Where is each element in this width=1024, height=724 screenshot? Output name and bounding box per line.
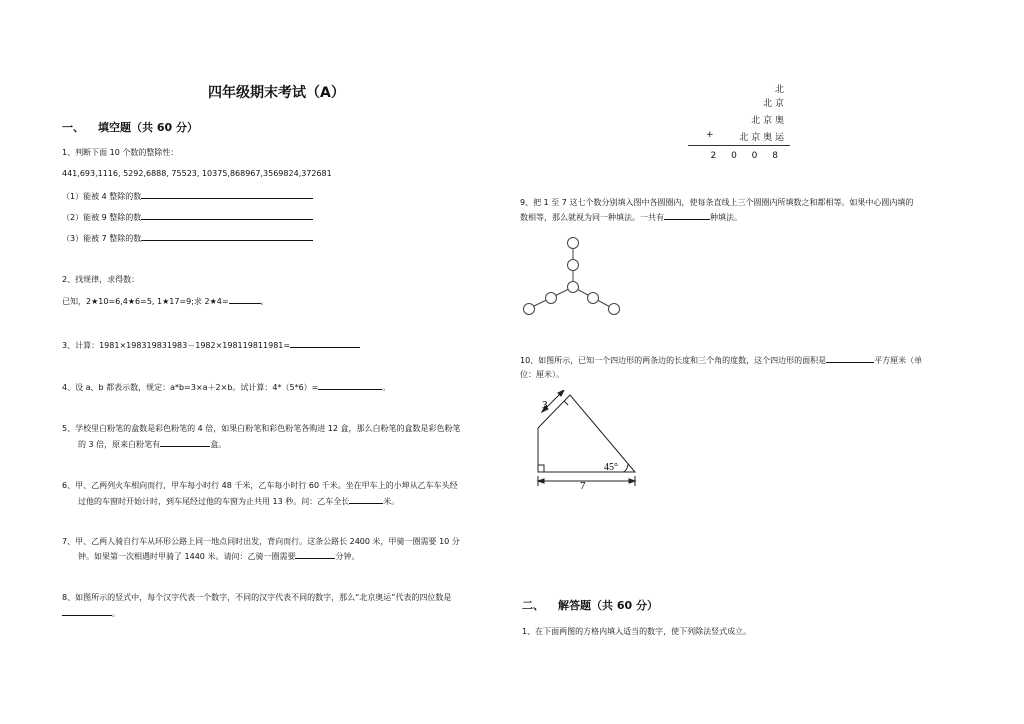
q1-option-2 (62, 211, 313, 223)
q5-line2-end: 盒。 (210, 440, 227, 449)
q6-line2-text: 过他的车窗时开始计时，到车尾经过他的车窗为止共用 13 秒。问：乙车全长 (78, 497, 350, 506)
q9-line2-end: 种填法。 (710, 213, 742, 222)
q8-line1: 8、如图所示的竖式中，每个汉字代表一个数字，不同的汉字代表不同的数字，那么“北京奥运”代表的四位数是 (62, 593, 452, 602)
section1-heading: 填空题（共 60 分） (98, 121, 198, 134)
circle-figure (515, 233, 625, 318)
section1-number: 一、 (62, 121, 84, 134)
q10-line1-text: 10、如图所示，已知一个四边形的两条边的长度和三个角的度数，这个四边形的面积是 (520, 356, 827, 365)
answer-blank[interactable] (290, 339, 360, 348)
answer-blank[interactable] (141, 211, 313, 220)
q1-option-3-label: （3）能被 7 整除的数 (62, 234, 142, 243)
q1-stem: 1、判断下面 10 个数的整除性： (62, 148, 179, 157)
q9-line1: 9、把 1 至 7 这七个数分别填入图中各圆圈内，使每条直线上三个圆圈内所填数之和都相等。如果中心圆内填的 (520, 198, 914, 207)
vertical-sum (680, 80, 790, 165)
q7-line2 (78, 550, 359, 562)
q5-line2 (78, 438, 226, 450)
q3-text: 3、计算：1981×198319831983－1982×198119811981= (62, 341, 291, 350)
q10-line1-end: 平方厘米（单 (874, 356, 923, 365)
q6-line1: 6、甲、乙两列火车相向而行，甲车每小时行 48 千米，乙车每小时行 60 千米。坐在甲车上的小坤从乙车车头经 (62, 481, 458, 490)
q1-option-1 (62, 190, 313, 202)
circle-right-2 (609, 304, 620, 315)
quadrilateral-figure (520, 390, 650, 495)
sum-row-4: 北 京 奥 运 (739, 133, 784, 143)
q5-line1: 5、学校里白粉笔的盒数是彩色粉笔的 4 倍，如果白粉笔和彩色粉笔各购进 12 盒，那么白粉笔的盒数是彩色粉笔 (62, 424, 461, 433)
answer-blank[interactable] (229, 295, 261, 304)
q4-end: 。 (382, 383, 391, 392)
circle-center (568, 282, 579, 293)
circle-right-1 (588, 293, 599, 304)
q9-line2 (520, 211, 742, 223)
q4 (62, 381, 390, 393)
section2-number: 二、 (522, 599, 544, 612)
label-7: 7 (580, 480, 586, 492)
q10-line2: 位：厘米）。 (520, 370, 564, 379)
q2-body (62, 295, 269, 307)
q8-line2 (62, 607, 120, 619)
q3 (62, 339, 360, 351)
q1-option-3 (62, 232, 313, 244)
section2-heading: 解答题（共 60 分） (558, 599, 658, 612)
q10-line1 (520, 354, 922, 366)
answer-blank[interactable] (664, 211, 710, 220)
section2-q1: 1、在下面两图的方格内填入适当的数字，使下列除法竖式成立。 (522, 627, 752, 636)
q2-end: 。 (260, 297, 269, 306)
answer-blank[interactable] (160, 438, 210, 447)
sum-row-2: 北 京 (763, 99, 784, 109)
q8-line2-end: 。 (112, 609, 120, 618)
sum-divider (688, 145, 790, 146)
circle-top-1 (568, 238, 579, 249)
plus-sign: + (706, 130, 714, 140)
q6-line2 (78, 495, 399, 507)
answer-blank[interactable] (62, 607, 112, 616)
q1-numbers: 441,693,1116, 5292,6888, 75523, 10375,868967,3569824,372681 (62, 169, 332, 178)
label-45: 45° (604, 462, 618, 473)
q7-line2-text: 钟。如果第一次相遇时甲骑了 1440 米。请问：乙骑一圈需要 (78, 552, 296, 561)
q9-line2-text: 数相等，那么就视为同一种填法。一共有 (520, 213, 664, 222)
sum-row-1: 北 (774, 85, 784, 95)
answer-blank[interactable] (295, 550, 335, 559)
answer-blank[interactable] (141, 232, 313, 241)
q7-line1: 7、甲、乙两人骑自行车从环形公路上同一地点同时出发，背向而行。这条公路长 2400 米，甲骑一圈需要 10 分 (62, 537, 460, 546)
sum-result: 2 0 0 8 (710, 151, 784, 161)
q2-text: 已知，2★10=6,4★6=5, 1★17=9;求 2★4= (62, 297, 229, 306)
answer-blank[interactable] (318, 381, 382, 390)
answer-blank[interactable] (141, 190, 313, 199)
circle-left-2 (524, 304, 535, 315)
q1-option-2-label: （2）能被 9 整除的数 (62, 213, 142, 222)
q5-line2-text: 的 3 倍，原来白粉笔有 (78, 440, 161, 449)
answer-blank[interactable] (826, 354, 874, 363)
q1-option-1-label: （1）能被 4 整除的数 (62, 192, 142, 201)
q4-text: 4、设 a、b 都表示数，规定：a*b=3×a＋2×b。试计算：4*（5*6）= (62, 383, 319, 392)
circle-left-1 (546, 293, 557, 304)
answer-blank[interactable] (349, 495, 383, 504)
circle-top-2 (568, 260, 579, 271)
q7-line2-end: 分钟。 (335, 552, 360, 561)
q6-line2-end: 米。 (383, 497, 400, 506)
label-3: 3 (542, 399, 548, 411)
sum-row-3: 北 京 奥 (751, 116, 784, 126)
q2-stem: 2、找规律，求得数： (62, 275, 140, 284)
page-title: 四年级期末考试（A） (208, 85, 345, 101)
